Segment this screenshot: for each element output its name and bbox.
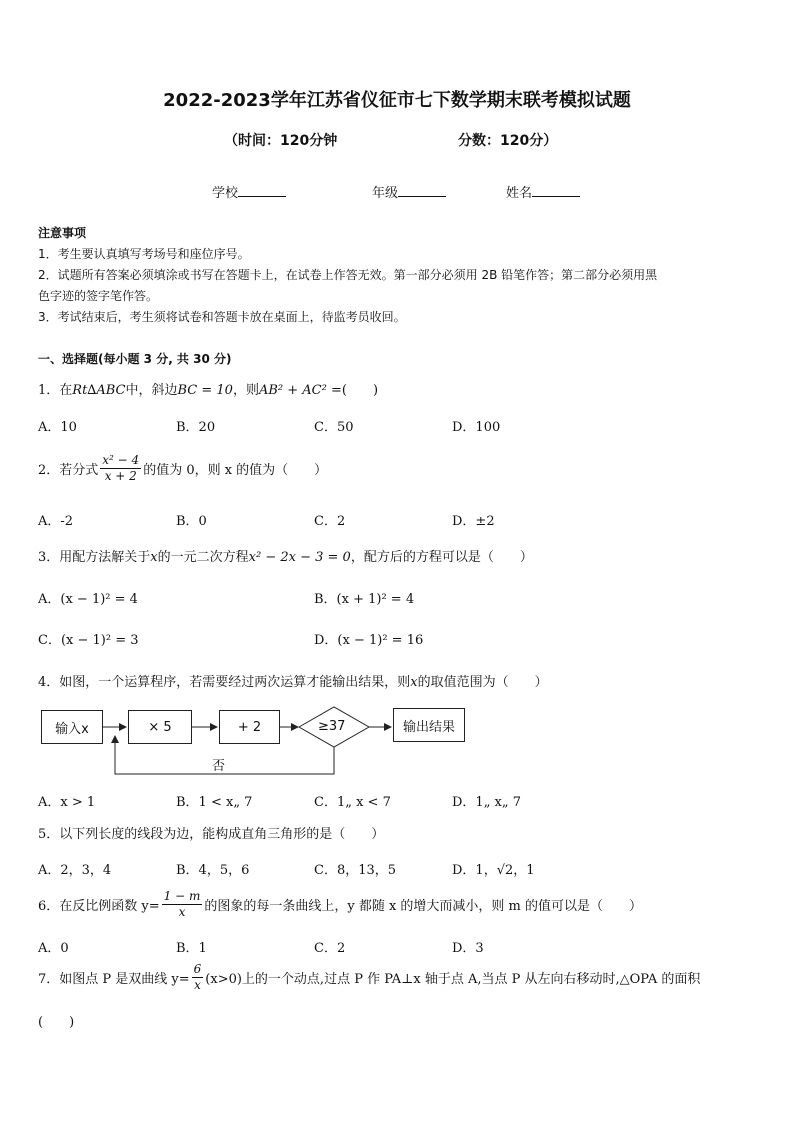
- question-7: [38, 962, 700, 993]
- question-6: [38, 889, 642, 920]
- q4-post: 的取值范围为（ ）: [417, 675, 548, 690]
- q2-option-d: D．±2: [452, 514, 495, 529]
- q2-post: 的值为 0，则 x 的值为（ ）: [143, 463, 328, 478]
- question-2: [38, 453, 327, 484]
- q3-mid: 的一元二次方程: [157, 550, 249, 565]
- q3-option-b: B．(x + 1)² = 4: [314, 592, 415, 607]
- exam-time: （时间：120分钟: [224, 133, 338, 149]
- q7-post: (x>0)上的一个动点,过点 P 作 PA⊥x 轴于点 A,当点 P 从左向右移动时,△OPA 的面积: [205, 972, 701, 987]
- flow-condition-label: ≥37: [318, 719, 346, 734]
- notes-item-2-line2: 色字迹的签字笔作答。: [38, 289, 159, 303]
- name-blank: [532, 184, 580, 197]
- q6-denominator: x: [178, 905, 186, 919]
- q2-numerator: x² − 4: [102, 453, 140, 467]
- question-5: 5．以下列长度的线段为边，能构成直角三角形的是（ ）: [38, 827, 385, 842]
- q3-equation: x² − 2x − 3 = 0: [248, 550, 351, 565]
- name-label: 姓名: [506, 186, 533, 201]
- q4-option-c: C．1„ x < 7: [314, 795, 391, 810]
- flow-output-box: 输出结果: [393, 708, 465, 742]
- q1-option-a: A．10: [38, 420, 77, 435]
- question-4: [38, 671, 548, 690]
- q2-option-c: C．2: [314, 514, 346, 529]
- q3-pre: 3．用配方法解关于: [38, 550, 151, 565]
- q1-mid: 中，斜边: [125, 383, 178, 398]
- question-3: [38, 546, 533, 565]
- q7-answer-paren: ( ): [38, 1015, 75, 1030]
- q1-pre: 1．在: [38, 383, 73, 398]
- notes-item-1: 1．考生要认真填写考场号和座位序号。: [38, 247, 250, 261]
- q5-option-d: D．1，√2，1: [452, 863, 535, 878]
- q3-post: ，配方后的方程可以是（ ）: [350, 550, 533, 565]
- name-field: [506, 182, 580, 201]
- q1-option-b: B．20: [176, 420, 216, 435]
- q3-option-c: C．(x − 1)² = 3: [38, 633, 139, 648]
- q2-denominator: x + 2: [104, 469, 137, 483]
- q2-pre: 2．若分式: [38, 463, 99, 478]
- q6-pre: 6．在反比例函数 y=: [38, 899, 160, 914]
- grade-label: 年级: [372, 186, 399, 201]
- exam-title: 2022-2023学年江苏省仪征市七下数学期末联考模拟试题: [163, 90, 631, 111]
- notes-item-2-line1: 2．试题所有答案必须填涂或书写在答题卡上，在试卷上作答无效。第一部分必须用 2B 铅笔作答；第二部分必须用黑: [38, 268, 658, 282]
- q3-option-a: A．(x − 1)² = 4: [38, 592, 138, 607]
- q1-post: ，则: [232, 383, 259, 398]
- q6-option-d: D．3: [452, 941, 484, 956]
- q4-option-d: D．1„ x„ 7: [452, 795, 522, 810]
- flow-times5-box: × 5: [128, 710, 192, 744]
- q6-option-b: B．1: [176, 941, 207, 956]
- q7-denominator: x: [194, 978, 201, 992]
- q7-numerator: 6: [193, 962, 202, 976]
- q1-triangle: Rt∆ABC: [72, 383, 126, 398]
- notes-item-3: 3．考试结束后，考生须将试卷和答题卡放在桌面上，待监考员收回。: [38, 310, 406, 324]
- flow-plus2-box: + 2: [219, 710, 280, 744]
- q6-option-a: A．0: [38, 941, 69, 956]
- q1-bc: BC = 10: [177, 383, 233, 398]
- school-label: 学校: [212, 186, 239, 201]
- q1-option-d: D．100: [452, 420, 501, 435]
- q1-expr: AB² + AC² =: [258, 383, 342, 398]
- q5-option-c: C．8，13，5: [314, 863, 397, 878]
- q5-option-b: B．4，5，6: [176, 863, 250, 878]
- q7-fraction: [192, 962, 204, 993]
- school-field: [212, 182, 286, 201]
- q6-fraction: [162, 889, 203, 920]
- q3-var: x: [150, 550, 158, 565]
- q4-option-b: B．1 < x„ 7: [176, 795, 253, 810]
- q1-option-c: C．50: [314, 420, 354, 435]
- flow-no-label: 否: [212, 759, 226, 774]
- grade-blank: [398, 184, 446, 197]
- q2-option-b: B．0: [176, 514, 207, 529]
- q7-pre: 7．如图点 P 是双曲线 y=: [38, 972, 190, 987]
- q4-var: x: [410, 675, 418, 690]
- notes-item-2: [38, 266, 758, 283]
- school-blank: [238, 184, 286, 197]
- grade-field: [372, 182, 446, 201]
- q5-option-a: A．2，3，4: [38, 863, 112, 878]
- q6-post: 的图象的每一条曲线上，y 都随 x 的增大而减小，则 m 的值可以是（ ）: [204, 899, 643, 914]
- notes-heading: 注意事项: [38, 226, 87, 240]
- q4-option-a: A．x > 1: [38, 795, 96, 810]
- exam-score: 分数：120分）: [458, 133, 558, 149]
- q2-fraction: [100, 453, 141, 484]
- q1-paren: ( ): [341, 383, 379, 398]
- q6-option-c: C．2: [314, 941, 346, 956]
- q6-numerator: 1 − m: [163, 889, 201, 903]
- q3-option-d: D．(x − 1)² = 16: [314, 633, 424, 648]
- question-1: [38, 379, 378, 398]
- section-heading: 一、选择题(每小题 3 分, 共 30 分): [38, 352, 232, 366]
- q2-option-a: A．-2: [38, 514, 74, 529]
- q4-pre: 4．如图，一个运算程序，若需要经过两次运算才能输出结果，则: [38, 675, 411, 690]
- flow-input-box: 输入x: [41, 710, 103, 744]
